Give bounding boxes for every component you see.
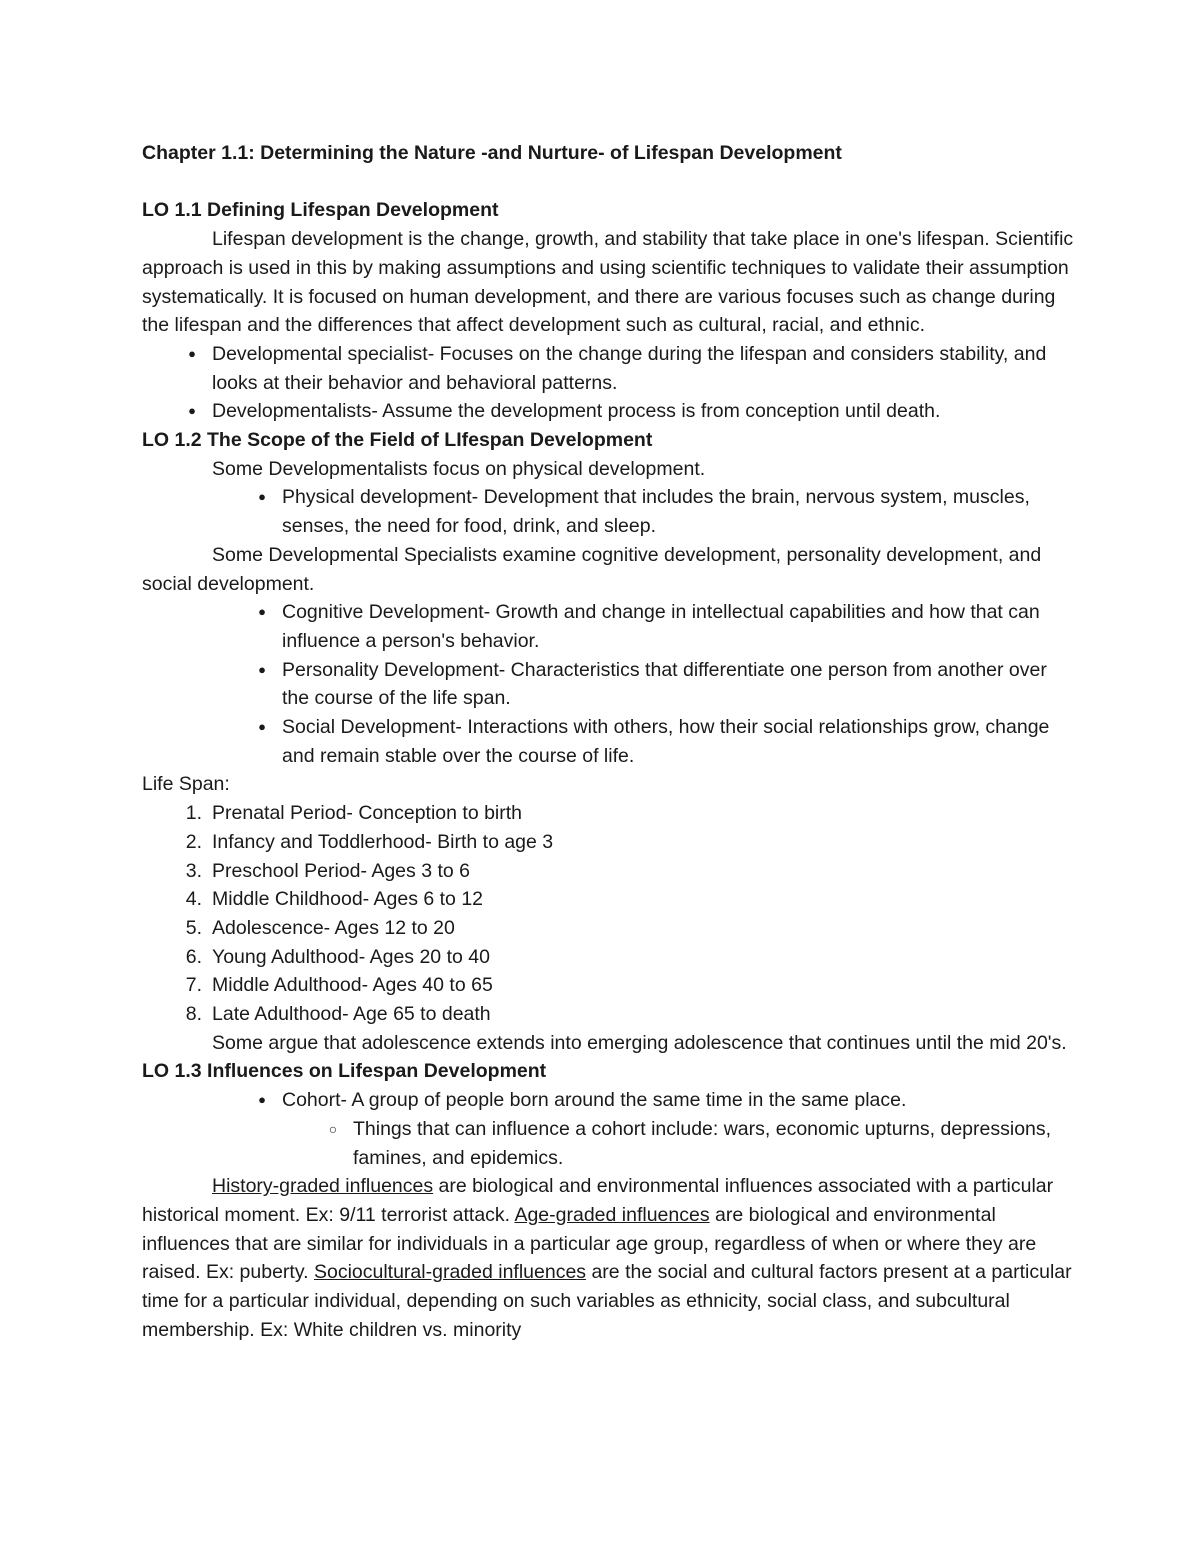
list-item: 3. Preschool Period- Ages 3 to 6 (185, 859, 470, 882)
lo3-cohort-sublist (328, 1115, 1077, 1172)
list-item: ● Developmentalists- Assume the development process is from conception until death. (212, 397, 1077, 426)
list-item: ● Cognitive Development- Growth and change in intellectual capabilities and how that can influence a person's behavior. (282, 598, 1077, 655)
list-item: 8. Late Adulthood- Age 65 to death (185, 1003, 491, 1026)
bullet-icon: ● (258, 604, 266, 620)
lifespan-label: Life Span: (142, 773, 230, 796)
bullet-icon: ● (258, 719, 266, 735)
lo2-development-list (258, 598, 1077, 770)
term-age-graded: Age-graded influences (514, 1204, 710, 1226)
page-title: Chapter 1.1: Determining the Nature -and Nurture- of Lifespan Development (142, 142, 842, 164)
list-item: ● Personality Development- Characteristics that differentiate one person from another over the course of the life span. (282, 656, 1077, 713)
list-item: ● Social Development- Interactions with others, how their social relationships grow, change and remain stable over the course of life. (282, 713, 1077, 770)
list-item: 7. Middle Adulthood- Ages 40 to 65 (185, 974, 493, 997)
bullet-icon: ● (258, 661, 266, 677)
bullet-icon: ● (188, 403, 196, 419)
lo1-paragraph: Lifespan development is the change, growth, and stability that take place in one's lifespan. Scientific approach is used in this by making assumptions and using scientific techniques to validate their assumption systematically. It is focused on human development, and there are various focuses such as change during the lifespan and the differences that affect development such as cultural, racial, and ethnic. (142, 228, 1074, 337)
lifespan-list (185, 799, 1077, 1029)
lo1-heading: LO 1.1 Defining Lifespan Development (142, 199, 499, 222)
lo3-influences-paragraph: History-graded influences are biological and environmental influences associated with a particular historical moment. Ex: 9/11 terrorist attack. Age-graded influences are biological and environmental influences that are similar for individuals in a particular age group, regardless of when or where they are raised. Ex: puberty. Sociocultural-graded influences are the social and cultural factors present at a particular time for a particular individual, depending on such variables as ethnicity, social class, and subcultural membership. Ex: White children vs. minority (142, 1175, 1072, 1341)
list-item: ● Cohort- A group of people born around the same time in the same place. (282, 1086, 1077, 1115)
list-item: 2. Infancy and Toddlerhood- Birth to age 3 (185, 830, 554, 853)
term-sociocultural-graded: Sociocultural-graded influences (313, 1261, 587, 1284)
lo1-bullet-list (188, 340, 1077, 426)
bullet-icon: ● (188, 345, 196, 361)
lo2-heading: LO 1.2 The Scope of the Field of LIfespan Development (142, 429, 653, 452)
list-item: ● Developmental specialist- Focuses on the change during the lifespan and considers stability, and looks at their behavior and behavioral patterns. (212, 340, 1077, 397)
lo2-note: Some argue that adolescence extends into emerging adolescence that continues until the mid 20's. (212, 1031, 1067, 1054)
list-item: ○ Things that can influence a cohort include: wars, economic upturns, depressions, famines, and epidemics. (353, 1115, 1077, 1172)
list-item: ● Physical development- Development that includes the brain, nervous system, muscles, senses, the need for food, drink, and sleep. (282, 483, 1077, 540)
list-item: 1. Prenatal Period- Conception to birth (185, 802, 523, 825)
lo3-heading: LO 1.3 Influences on Lifespan Development (142, 1060, 547, 1083)
term-history-graded: History-graded influences (212, 1175, 434, 1198)
lo2-intro-cognitive: Some Developmental Specialists examine cognitive development, personality development, and social development. (142, 543, 1042, 595)
hollow-bullet-icon: ○ (328, 1120, 338, 1137)
bullet-icon: ● (258, 489, 266, 505)
lo3-cohort-list (258, 1086, 1077, 1115)
document-body (142, 139, 1077, 1345)
lo2-intro-physical: Some Developmentalists focus on physical development. (212, 457, 706, 480)
list-item: 6. Young Adulthood- Ages 20 to 40 (185, 945, 490, 968)
list-item: 4. Middle Childhood- Ages 6 to 12 (185, 888, 484, 911)
bullet-icon: ● (258, 1092, 266, 1108)
lo2-physical-list (258, 483, 1077, 540)
list-item: 5. Adolescence- Ages 12 to 20 (185, 916, 455, 939)
